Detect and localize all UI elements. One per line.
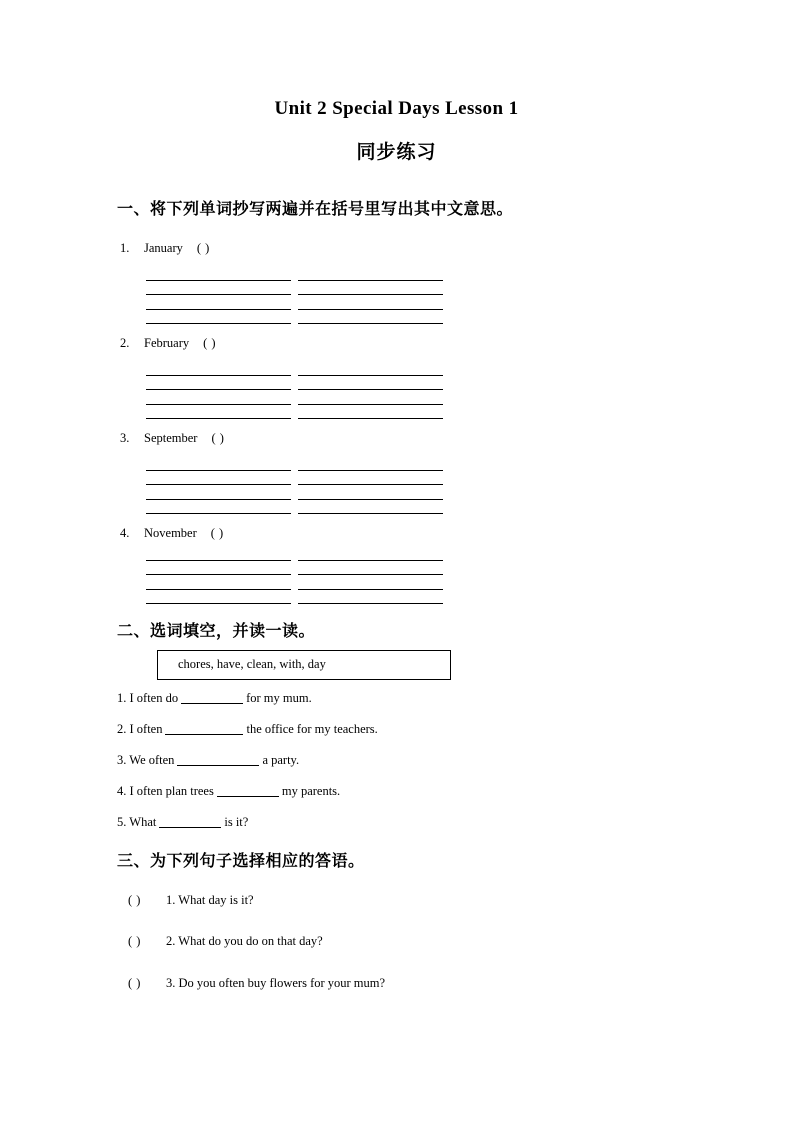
writing-lines-block[interactable] bbox=[146, 560, 460, 604]
word-item-word: January bbox=[144, 241, 183, 255]
word-bank-box bbox=[157, 650, 451, 680]
fill-blank-sentence bbox=[117, 691, 312, 706]
writing-line bbox=[146, 589, 291, 590]
sentence-number: 5. bbox=[117, 815, 127, 829]
writing-lines-column-right[interactable] bbox=[298, 470, 443, 514]
writing-line bbox=[298, 418, 443, 419]
writing-line bbox=[298, 309, 443, 310]
sentence-number: 2. bbox=[117, 722, 127, 736]
word-item-word: November bbox=[144, 526, 197, 540]
word-item bbox=[120, 336, 216, 351]
writing-line bbox=[146, 603, 291, 604]
matching-item bbox=[128, 976, 385, 991]
writing-line bbox=[298, 574, 443, 575]
sentence-after-blank: my parents. bbox=[281, 784, 341, 798]
writing-line bbox=[298, 560, 443, 561]
sentence-after-blank: the office for my teachers. bbox=[246, 722, 378, 736]
matching-item bbox=[128, 934, 323, 949]
word-item-number: 1. bbox=[120, 241, 130, 255]
writing-line bbox=[298, 280, 443, 281]
word-item-parenthesis: ( ) bbox=[211, 431, 225, 445]
section-3-heading: 三、为下列句子选择相应的答语。 bbox=[117, 851, 365, 870]
sentence-after-blank: a party. bbox=[262, 753, 300, 767]
page-title-english: Unit 2 Special Days Lesson 1 bbox=[274, 98, 519, 119]
sentence-before-blank: We often bbox=[129, 753, 175, 767]
writing-line bbox=[298, 389, 443, 390]
answer-blank[interactable] bbox=[177, 765, 259, 766]
matching-item bbox=[128, 893, 254, 908]
writing-line bbox=[146, 389, 291, 390]
writing-line bbox=[298, 404, 443, 405]
word-item-parenthesis: ( ) bbox=[210, 526, 224, 540]
writing-line bbox=[146, 513, 291, 514]
sentence-before-blank: I often bbox=[129, 722, 163, 736]
section-1-heading: 一、将下列单词抄写两遍并在括号里写出其中文意思。 bbox=[117, 199, 514, 218]
sentence-number: 4. bbox=[117, 784, 127, 798]
word-item-number: 3. bbox=[120, 431, 130, 445]
sentence-before-blank: I often do bbox=[129, 691, 179, 705]
writing-line bbox=[298, 499, 443, 500]
matching-question-text: 2. What do you do on that day? bbox=[166, 934, 323, 948]
answer-bracket[interactable]: ( ) bbox=[128, 893, 141, 907]
writing-lines-column-right[interactable] bbox=[298, 375, 443, 419]
writing-line bbox=[146, 294, 291, 295]
word-item-parenthesis: ( ) bbox=[196, 241, 210, 255]
section-2-heading: 二、选词填空，并读一读。 bbox=[117, 621, 316, 640]
word-item-word: February bbox=[144, 336, 190, 350]
matching-question-text: 3. Do you often buy flowers for your mum? bbox=[166, 976, 386, 990]
word-item bbox=[120, 526, 224, 541]
writing-line bbox=[146, 418, 291, 419]
answer-blank[interactable] bbox=[217, 796, 279, 797]
writing-lines-block[interactable] bbox=[146, 470, 460, 514]
fill-blank-sentence bbox=[117, 753, 299, 768]
writing-line bbox=[298, 513, 443, 514]
writing-lines-column-left[interactable] bbox=[146, 375, 291, 419]
writing-line bbox=[298, 375, 443, 376]
writing-lines-column-right[interactable] bbox=[298, 280, 443, 324]
answer-blank[interactable] bbox=[165, 734, 243, 735]
writing-line bbox=[146, 280, 291, 281]
writing-line bbox=[146, 470, 291, 471]
writing-line bbox=[146, 309, 291, 310]
matching-question-text: 1. What day is it? bbox=[166, 893, 254, 907]
writing-line bbox=[146, 499, 291, 500]
sentence-before-blank: I often plan trees bbox=[129, 784, 214, 798]
writing-line bbox=[146, 323, 291, 324]
writing-line bbox=[298, 589, 443, 590]
answer-blank[interactable] bbox=[159, 827, 221, 828]
sentence-number: 3. bbox=[117, 753, 127, 767]
writing-line bbox=[146, 574, 291, 575]
fill-blank-sentence bbox=[117, 722, 378, 737]
sentence-before-blank: What bbox=[129, 815, 157, 829]
answer-blank[interactable] bbox=[181, 703, 243, 704]
writing-line bbox=[146, 375, 291, 376]
writing-lines-column-right[interactable] bbox=[298, 560, 443, 604]
word-item-word: September bbox=[144, 431, 198, 445]
writing-lines-column-left[interactable] bbox=[146, 280, 291, 324]
writing-lines-block[interactable] bbox=[146, 280, 460, 324]
sentence-number: 1. bbox=[117, 691, 127, 705]
word-item bbox=[120, 241, 210, 256]
writing-line bbox=[298, 470, 443, 471]
word-item-number: 4. bbox=[120, 526, 130, 540]
sentence-after-blank: for my mum. bbox=[246, 691, 312, 705]
answer-bracket[interactable]: ( ) bbox=[128, 976, 141, 990]
writing-lines-column-left[interactable] bbox=[146, 470, 291, 514]
page-title-chinese: 同步练习 bbox=[356, 141, 437, 163]
word-item-number: 2. bbox=[120, 336, 130, 350]
writing-line bbox=[298, 323, 443, 324]
writing-lines-column-left[interactable] bbox=[146, 560, 291, 604]
writing-line bbox=[298, 294, 443, 295]
answer-bracket[interactable]: ( ) bbox=[128, 934, 141, 948]
writing-line bbox=[146, 404, 291, 405]
word-bank-text: chores, have, clean, with, day bbox=[178, 657, 326, 671]
word-item-parenthesis: ( ) bbox=[203, 336, 217, 350]
fill-blank-sentence bbox=[117, 815, 248, 830]
sentence-after-blank: is it? bbox=[224, 815, 249, 829]
writing-line bbox=[146, 560, 291, 561]
writing-lines-block[interactable] bbox=[146, 375, 460, 419]
writing-line bbox=[146, 484, 291, 485]
word-item bbox=[120, 431, 224, 446]
writing-line bbox=[298, 484, 443, 485]
writing-line bbox=[298, 603, 443, 604]
fill-blank-sentence bbox=[117, 784, 340, 799]
